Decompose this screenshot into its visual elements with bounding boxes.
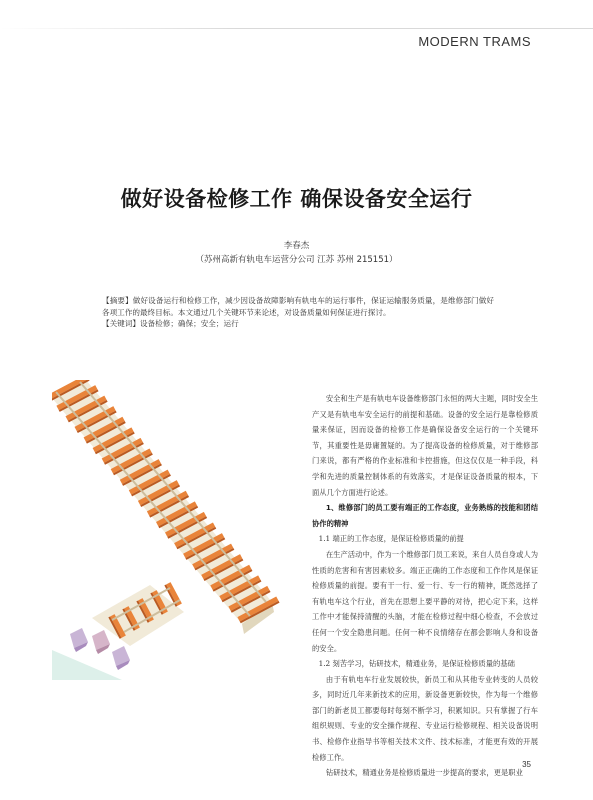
page-number: 35 [522,760,531,769]
section-1-heading: 1、维修部门的员工要有端正的工作态度，业务熟练的技能和团结协作的精神 [312,503,538,528]
abstract-text: 做好设备运行和检修工作，减少因设备故障影响有轨电车的运行事件，保证运输服务质量，是维修部门做好各项工作的最终目标。本文通过几个关键环节来论述，对设备质量如何保证进行探讨。 [102,296,495,317]
paragraph-1-3: 钻研技术，精通业务是检修质量进一步提高的要求，更是职业 [325,768,523,778]
journal-name: MODERN TRAMS [418,34,531,49]
rail-left [56,392,250,616]
paragraph-1-2: 由于有轨电车行业发展较快，新员工和从其他专业转变的人员较多，同时近几年来新技术的应用，新设备更新较快，作为每一个维修部门的新老员工都要每时每刻不断学习，积累知识。只有掌握了行车组织规则、专业的安全操作规程、专业运行检修规程、相关设备说明书、检修作业指导书等相关技术文件、技术标准，才能更有效的开展检修工作。 [312,674,538,762]
abstract-paragraph [102,295,494,318]
header-rule [0,28,593,29]
body-column [312,391,538,781]
keywords-paragraph [102,318,494,330]
rail-right [80,382,266,602]
intro-paragraph: 安全和生产是有轨电车设备维修部门永恒的两大主题，同时安全生产又是有轨电车安全运行的前提和基础。设备的安全运行是靠检修质量来保证，因而设备的检修工作是确保设备安全运行的一个关键环节，其重要性是毋庸置疑的。为了提高设备的检修质量，对于维修部门来说，都有严格的作业标准和卡控措施，但这仅仅是一种手段，科学和先进的质量控制体系的有效落实，才是保证设备质量的根本，下面从几个方面进行论述。 [312,394,538,497]
author-name: 李春杰 [283,241,310,251]
paragraph-1-1: 在生产活动中，作为一个维修部门员工来说，来自人员自身或人为性质的危害和有害因素较多。端正正确的工作态度和工作作风是保证检修质量的前提。要有干一行、爱一行、专一行的精神，既然选择了有轨电车这个行业，首先在思想上要平静的对待，把心定下来，这样工作中才能保持清醒的头脑，才能在检修过程中细心检查，不会放过任何一个安全隐患问题。任何一种不良情绪存在都会影响人身和设备的安全。 [312,549,538,653]
subsection-1-1-heading: 1.1 端正的工作态度，是保证检修质量的前提 [318,534,464,544]
abstract-tag: 【摘要】 [102,296,133,305]
article-title: 做好设备检修工作 确保设备安全运行 [120,187,473,211]
keywords-tag: 【关键词】 [102,319,140,328]
track-illustration [52,380,292,680]
abstract-block [102,295,494,330]
subsection-1-2-heading: 1.2 刻苦学习，钻研技术，精通业务，是保证检修质量的基础 [318,659,515,669]
author-affiliation: （苏州高新有轨电车运营分公司 江苏 苏州 215151） [195,255,398,265]
keywords-text: 设备检修；确保；安全；运行 [139,319,239,328]
